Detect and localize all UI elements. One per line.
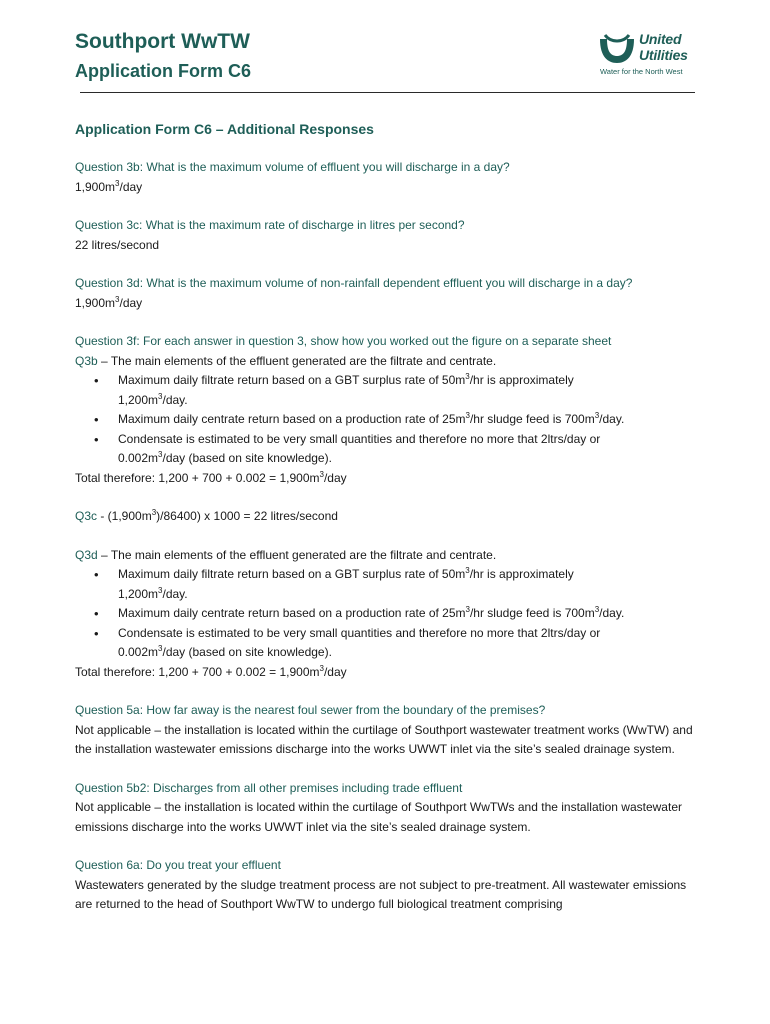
- answer-3d: [75, 294, 695, 314]
- list-item: [118, 604, 695, 624]
- question-3b-block: [75, 158, 695, 197]
- section-title: Application Form C6 – Additional Responses: [75, 121, 374, 137]
- question-3c: Question 3c: What is the maximum rate of discharge in litres per second?: [75, 218, 465, 232]
- q3d-total: [75, 663, 695, 683]
- answer-3b-unit: /day: [119, 179, 143, 194]
- question-6a: Question 6a: Do you treat your effluent: [75, 858, 281, 872]
- answer-6a: Wastewaters generated by the sludge treatment process are not subject to pre-treatment. All wastewater emissions are returned to the head of Southport WwTW to undergo full biological treatment comprising: [75, 877, 687, 911]
- total-text: Total therefore: 1,200 + 700 + 0.002 = 1,900m: [75, 664, 320, 679]
- superscript: 3: [465, 372, 470, 381]
- list-item: [118, 565, 695, 604]
- document-title: Southport WwTW: [75, 30, 250, 53]
- superscript: 3: [158, 644, 163, 653]
- q3b-bullet-list: [75, 371, 695, 469]
- bullet-text: /hr sludge feed is 700m: [469, 412, 595, 426]
- superscript: 3: [594, 605, 600, 614]
- bullet-text: /hr is approximately: [469, 567, 574, 581]
- bullet-text: /day (based on site knowledge).: [162, 451, 332, 465]
- list-item: [118, 410, 695, 430]
- bullet-text: /day.: [599, 412, 625, 426]
- bullet-text: Maximum daily centrate return based on a production rate of 25m: [118, 606, 466, 620]
- question-5a-block: [75, 701, 695, 760]
- q3b-working-intro: [75, 352, 695, 372]
- total-unit: /day: [323, 470, 347, 485]
- answer-3d-unit: /day: [119, 295, 143, 310]
- answer-5b2: Not applicable – the installation is located within the curtilage of Southport WwTWs and the installation wastewater emissions discharge into the works UWWT inlet via the site’s sealed drainage system.: [75, 800, 682, 834]
- bullet-text: /day.: [162, 586, 188, 601]
- question-3d-block: [75, 274, 695, 313]
- question-3c-block: [75, 216, 695, 255]
- superscript: 3: [158, 450, 163, 459]
- superscript: 3: [158, 391, 163, 401]
- bullet-text: Condensate is estimated to be very small quantities and therefore no more that 2ltrs/day or: [118, 625, 601, 640]
- answer-3d-value: 1,900m: [75, 295, 116, 310]
- superscript: 3: [594, 411, 600, 420]
- list-item: [118, 624, 695, 663]
- superscript: 3: [115, 294, 120, 304]
- answer-3b-value: 1,900m: [75, 179, 116, 194]
- q3c-text: - (1,900m: [97, 509, 152, 523]
- q3d-intro-text: – The main elements of the effluent generated are the filtrate and centrate.: [97, 547, 497, 562]
- document-body: [75, 119, 695, 934]
- q3c-working: [75, 507, 695, 527]
- header-divider: [80, 92, 695, 93]
- answer-5a: Not applicable – the installation is located within the curtilage of Southport wastewater treatment works (WwTW) and the installation wastewater emissions discharge into the works UWWT inlet via the site’s sealed drainage system.: [75, 722, 693, 756]
- superscript: 3: [115, 178, 120, 188]
- superscript: 3: [319, 663, 324, 673]
- superscript: 3: [319, 469, 324, 479]
- superscript: 3: [465, 605, 470, 614]
- bullet-text: 0.002m: [118, 451, 159, 465]
- bullet-text: /day.: [162, 392, 188, 407]
- list-item: [118, 371, 695, 410]
- document-subtitle: Application Form C6: [75, 61, 252, 81]
- answer-3b: [75, 178, 695, 198]
- bullet-text: Maximum daily filtrate return based on a GBT surplus rate of 50m: [118, 567, 466, 581]
- question-5b2-block: [75, 779, 695, 838]
- superscript: 3: [465, 411, 470, 420]
- q3b-intro-text: – The main elements of the effluent generated are the filtrate and centrate.: [97, 353, 497, 368]
- question-3b: Question 3b: What is the maximum volume of effluent you will discharge in a day?: [75, 160, 510, 174]
- q3c-working-block: [75, 507, 695, 527]
- superscript: 3: [465, 566, 470, 575]
- total-text: Total therefore: 1,200 + 700 + 0.002 = 1,900m: [75, 470, 320, 485]
- q3d-label: Q3d: [75, 547, 98, 562]
- answer-3c: 22 litres/second: [75, 237, 160, 252]
- total-unit: /day: [323, 664, 347, 679]
- bullet-text: Maximum daily centrate return based on a production rate of 25m: [118, 412, 466, 426]
- superscript: 3: [151, 508, 157, 517]
- united-utilities-logo-icon: [597, 33, 637, 65]
- logo-wordmark-utilities: Utilities: [639, 47, 688, 63]
- q3c-text: )/86400) x 1000 = 22 litres/second: [156, 509, 338, 523]
- question-3f-block: [75, 332, 695, 488]
- bullet-text: /day.: [599, 606, 625, 620]
- question-3d: Question 3d: What is the maximum volume of non-rainfall dependent effluent you will discharge in a day?: [75, 276, 633, 290]
- superscript: 3: [158, 585, 163, 595]
- question-3f: Question 3f: For each answer in question 3, show how you worked out the figure on a separate sheet: [75, 334, 612, 348]
- bullet-text: Condensate is estimated to be very small quantities and therefore no more that 2ltrs/day or: [118, 431, 601, 446]
- bullet-text: /day (based on site knowledge).: [162, 645, 332, 659]
- logo-tagline: Water for the North West: [600, 67, 683, 76]
- question-5a: Question 5a: How far away is the nearest foul sewer from the boundary of the premises?: [75, 703, 546, 717]
- question-6a-block: [75, 856, 695, 915]
- bullet-text: 1,200m: [118, 392, 159, 407]
- united-utilities-logo: [597, 31, 707, 81]
- logo-wordmark-united: United: [639, 31, 682, 47]
- q3b-label: Q3b: [75, 353, 98, 368]
- q3d-working-block: [75, 546, 695, 683]
- q3d-bullet-list: [75, 565, 695, 663]
- bullet-text: /hr is approximately: [469, 373, 574, 387]
- q3b-total: [75, 469, 695, 489]
- bullet-text: 1,200m: [118, 586, 159, 601]
- q3c-label: Q3c: [75, 509, 98, 523]
- bullet-text: /hr sludge feed is 700m: [469, 606, 595, 620]
- bullet-text: 0.002m: [118, 645, 159, 659]
- question-5b2: Question 5b2: Discharges from all other premises including trade effluent: [75, 780, 463, 795]
- list-item: [118, 430, 695, 469]
- bullet-text: Maximum daily filtrate return based on a GBT surplus rate of 50m: [118, 373, 466, 387]
- q3d-working-intro: [75, 546, 695, 566]
